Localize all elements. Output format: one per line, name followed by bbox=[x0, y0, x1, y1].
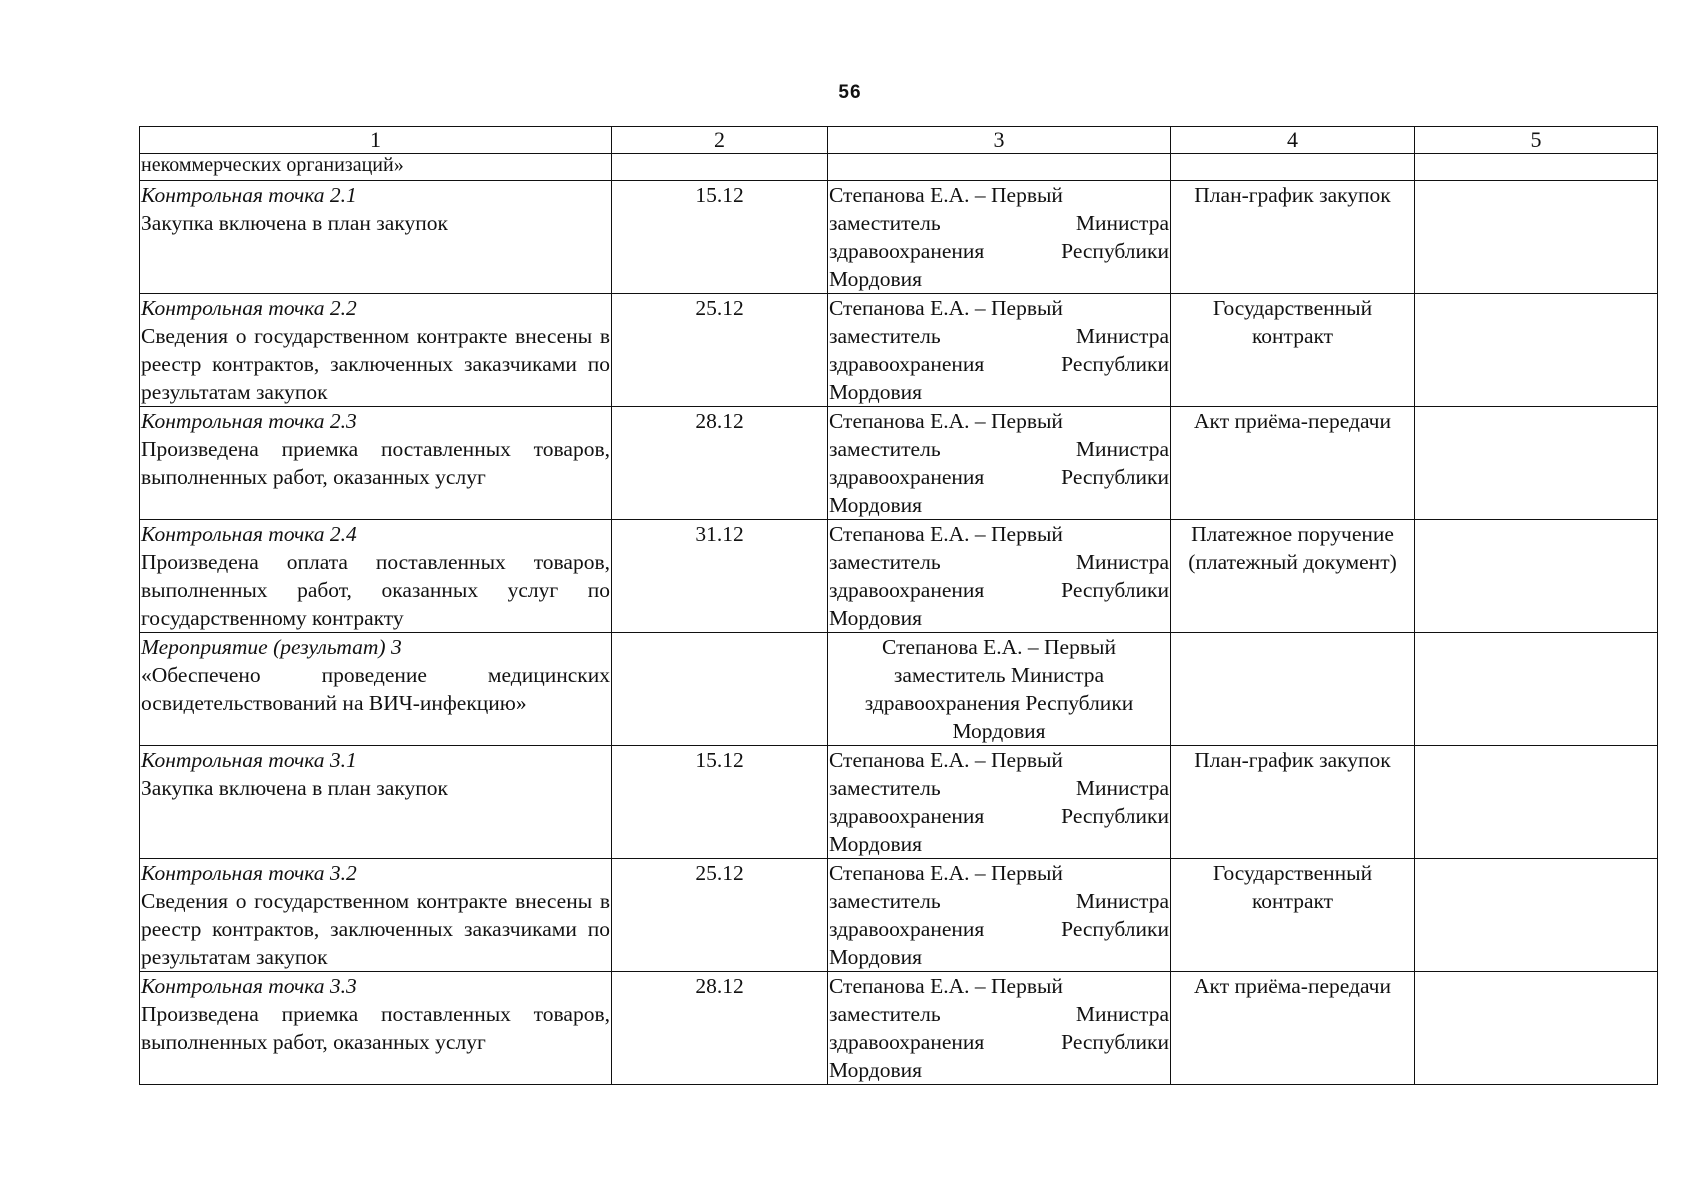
control-point-text: Сведения о государственном контракте внесены в реестр контрактов, заключенных заказчиками по результатам закупок bbox=[141, 324, 610, 404]
column-5-cell bbox=[1415, 859, 1658, 972]
control-point-title: Контрольная точка 3.2 bbox=[141, 861, 357, 885]
responsible-rest: заместитель Министра здравоохранения Республики Мордовия bbox=[829, 324, 1169, 404]
event-cell bbox=[140, 633, 612, 746]
responsible-rest: заместитель Министра здравоохранения Республики Мордовия bbox=[829, 889, 1169, 969]
column-5-cell bbox=[1415, 181, 1658, 294]
document-cell: Государственный контракт bbox=[1171, 294, 1415, 407]
control-point-text: Сведения о государственном контракте внесены в реестр контрактов, заключенных заказчиками по результатам закупок bbox=[141, 889, 610, 969]
deadline-cell: 31.12 bbox=[612, 520, 828, 633]
event-cell bbox=[140, 407, 612, 520]
table-row bbox=[140, 294, 1658, 407]
column-5-cell bbox=[1415, 972, 1658, 1085]
responsible-cell bbox=[828, 859, 1171, 972]
event-cell bbox=[140, 972, 612, 1085]
responsible-cell bbox=[828, 746, 1171, 859]
column-5-cell bbox=[1415, 520, 1658, 633]
event-title: Мероприятие (результат) 3 bbox=[141, 635, 402, 659]
header-row bbox=[140, 127, 1658, 154]
table-row bbox=[140, 633, 1658, 746]
event-cell bbox=[140, 859, 612, 972]
responsible-cell bbox=[828, 294, 1171, 407]
responsible-rest: заместитель Министра здравоохранения Республики Мордовия bbox=[829, 437, 1169, 517]
table-cell bbox=[828, 154, 1171, 181]
responsible-line: Степанова Е.А. – Первый bbox=[829, 296, 1063, 320]
table-row bbox=[140, 407, 1658, 520]
event-cell bbox=[140, 181, 612, 294]
event-cell bbox=[140, 746, 612, 859]
control-point-text: Закупка включена в план закупок bbox=[141, 211, 448, 235]
responsible-line: Степанова Е.А. – Первый bbox=[829, 974, 1063, 998]
responsible-cell bbox=[828, 181, 1171, 294]
column-header-3: 3 bbox=[828, 127, 1171, 154]
document-cell bbox=[1171, 633, 1415, 746]
control-points-table bbox=[139, 126, 1658, 1085]
control-point-text: Произведена приемка поставленных товаров, выполненных работ, оказанных услуг bbox=[141, 437, 610, 489]
column-5-cell bbox=[1415, 746, 1658, 859]
column-5-cell bbox=[1415, 294, 1658, 407]
table-row bbox=[140, 520, 1658, 633]
table-row bbox=[140, 859, 1658, 972]
deadline-cell: 28.12 bbox=[612, 972, 828, 1085]
deadline-cell: 25.12 bbox=[612, 859, 828, 972]
event-cell bbox=[140, 520, 612, 633]
control-point-text: Произведена оплата поставленных товаров, выполненных работ, оказанных услуг по государственному контракту bbox=[141, 550, 610, 630]
control-point-title: Контрольная точка 2.2 bbox=[141, 296, 357, 320]
control-point-title: Контрольная точка 2.1 bbox=[141, 183, 357, 207]
document-cell: Акт приёма-передачи bbox=[1171, 972, 1415, 1085]
responsible-cell bbox=[828, 520, 1171, 633]
responsible-line: Степанова Е.А. – Первый bbox=[829, 409, 1063, 433]
page-number: 56 bbox=[838, 82, 862, 103]
responsible-line: Степанова Е.А. – Первый bbox=[829, 522, 1063, 546]
document-cell: Акт приёма-передачи bbox=[1171, 407, 1415, 520]
responsible-line: Степанова Е.А. – Первый bbox=[829, 183, 1063, 207]
control-point-title: Контрольная точка 2.4 bbox=[141, 522, 357, 546]
responsible-cell bbox=[828, 972, 1171, 1085]
control-point-title: Контрольная точка 3.3 bbox=[141, 974, 357, 998]
table-row bbox=[140, 972, 1658, 1085]
deadline-cell: 28.12 bbox=[612, 407, 828, 520]
control-point-text: Закупка включена в план закупок bbox=[141, 776, 448, 800]
event-text: «Обеспечено проведение медицинских освидетельствований на ВИЧ-инфекцию» bbox=[141, 663, 610, 715]
responsible-cell bbox=[828, 633, 1171, 746]
responsible-line: Степанова Е.А. – Первый bbox=[829, 748, 1063, 772]
event-cell bbox=[140, 294, 612, 407]
deadline-cell: 15.12 bbox=[612, 181, 828, 294]
continuation-text: некоммерческих организаций» bbox=[140, 154, 612, 181]
control-point-title: Контрольная точка 3.1 bbox=[141, 748, 357, 772]
responsible-rest: заместитель Министра здравоохранения Республики Мордовия bbox=[829, 1002, 1169, 1082]
deadline-cell: 15.12 bbox=[612, 746, 828, 859]
control-point-title: Контрольная точка 2.3 bbox=[141, 409, 357, 433]
table-row bbox=[140, 746, 1658, 859]
table-cell bbox=[1415, 154, 1658, 181]
document-cell: План-график закупок bbox=[1171, 746, 1415, 859]
responsible-rest: заместитель Министра здравоохранения Республики Мордовия bbox=[829, 776, 1169, 856]
control-point-text: Произведена приемка поставленных товаров, выполненных работ, оказанных услуг bbox=[141, 1002, 610, 1054]
deadline-cell bbox=[612, 633, 828, 746]
table-cell bbox=[1171, 154, 1415, 181]
responsible-line: Степанова Е.А. – Первый bbox=[829, 861, 1063, 885]
deadline-cell: 25.12 bbox=[612, 294, 828, 407]
column-5-cell bbox=[1415, 633, 1658, 746]
document-cell: Государственный контракт bbox=[1171, 859, 1415, 972]
responsible-rest: заместитель Министра здравоохранения Республики Мордовия bbox=[829, 550, 1169, 630]
table-cell bbox=[612, 154, 828, 181]
column-header-4: 4 bbox=[1171, 127, 1415, 154]
continuation-row bbox=[140, 154, 1658, 181]
column-header-5: 5 bbox=[1415, 127, 1658, 154]
responsible-cell bbox=[828, 407, 1171, 520]
document-cell: Платежное поручение (платежный документ) bbox=[1171, 520, 1415, 633]
table-row bbox=[140, 181, 1658, 294]
column-header-1: 1 bbox=[140, 127, 612, 154]
responsible-rest: заместитель Министра здравоохранения Республики Мордовия bbox=[829, 211, 1169, 291]
column-5-cell bbox=[1415, 407, 1658, 520]
responsible-rest: заместитель Министра здравоохранения Республики Мордовия bbox=[864, 663, 1134, 743]
responsible-line: Степанова Е.А. – Первый bbox=[882, 635, 1116, 659]
document-cell: План-график закупок bbox=[1171, 181, 1415, 294]
column-header-2: 2 bbox=[612, 127, 828, 154]
